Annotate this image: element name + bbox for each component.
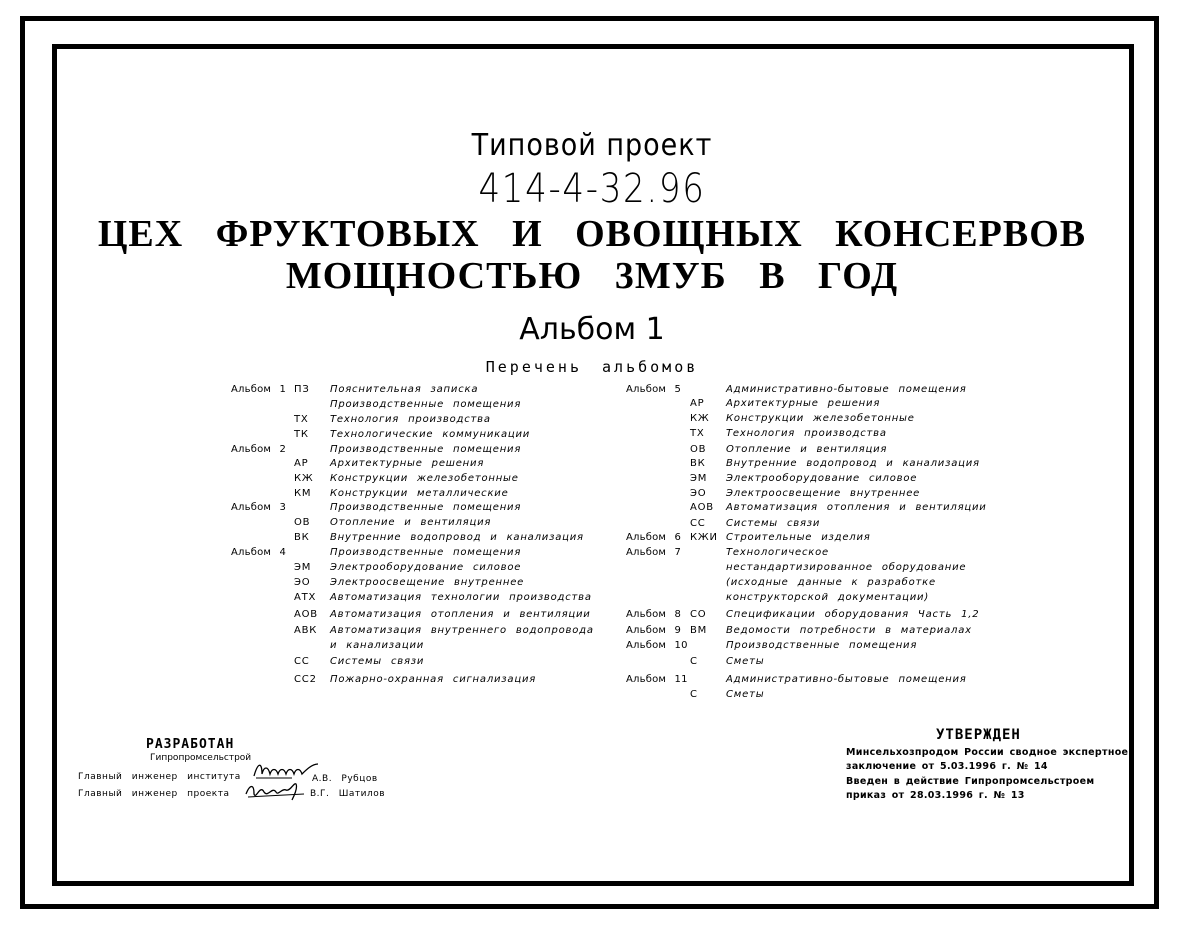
right-album-row-album: Альбом 11 <box>626 674 688 685</box>
left-album-row-album: Альбом 2 <box>231 444 287 455</box>
left-album-row-code: АВК <box>294 625 318 636</box>
left-album-row-code: СС2 <box>294 674 317 685</box>
right-album-row-text: Технология производства <box>726 428 887 439</box>
left-album-row-text: Технологические коммуникации <box>330 429 531 440</box>
left-album-row-code: КМ <box>294 488 312 499</box>
right-album-row-album: Альбом 6 <box>626 532 682 543</box>
right-album-row-code: С <box>690 689 698 700</box>
left-album-row-text: и канализации <box>330 640 425 651</box>
left-album-row-code: КЖ <box>294 473 314 484</box>
left-album-row-text: Внутренние водопровод и канализация <box>330 532 584 543</box>
right-album-row-code: КЖ <box>690 413 710 424</box>
right-album-row-text: Сметы <box>726 656 765 667</box>
album-title: Альбом 1 <box>519 312 665 347</box>
right-album-row-text: Отопление и вентиляция <box>726 444 888 455</box>
left-album-row-text: Системы связи <box>330 656 425 667</box>
right-album-row-code: С <box>690 656 698 667</box>
left-album-row-text: Электрооборудование силовое <box>330 562 522 573</box>
right-album-row-text: Конструкции железобетонные <box>726 413 915 424</box>
right-album-row-album: Альбом 7 <box>626 547 682 558</box>
left-album-row-code: ТХ <box>294 414 309 425</box>
right-album-row-text: Электроосвещение внутреннее <box>726 488 921 499</box>
left-album-row-code: ЭО <box>294 577 311 588</box>
approved-line-1: Минсельхозпродом России сводное экспертное <box>846 747 1129 758</box>
left-album-row-text: Пожарно-охранная сигнализация <box>330 674 537 685</box>
approved-line-4: приказ от 28.03.1996 г. № 13 <box>846 790 1025 801</box>
left-album-row-text: Электроосвещение внутреннее <box>330 577 525 588</box>
left-album-row-text: Конструкции железобетонные <box>330 473 519 484</box>
right-album-row-text: Административно-бытовые помещения <box>726 384 967 395</box>
left-album-row-album: Альбом 4 <box>231 547 287 558</box>
right-album-row-text: Ведомости потребности в материалах <box>726 625 972 636</box>
left-album-row-text: Производственные помещения <box>330 399 522 410</box>
left-album-row-code: ПЗ <box>294 384 310 395</box>
title-line-2: МОЩНОСТЬЮ 3МУБ В ГОД <box>285 255 899 297</box>
right-album-row-text: нестандартизированное оборудование <box>726 562 967 573</box>
right-album-row-code: ТХ <box>690 428 705 439</box>
right-album-row-album: Альбом 10 <box>626 640 688 651</box>
right-album-row-text: Спецификации оборудования Часть 1,2 <box>726 609 980 620</box>
right-album-row-code: АОВ <box>690 502 714 513</box>
right-album-row-text: Административно-бытовые помещения <box>726 674 967 685</box>
right-album-row-code: СО <box>690 609 707 620</box>
right-album-row-text: Технологическое <box>726 547 829 558</box>
left-album-row-album: Альбом 1 <box>231 384 287 395</box>
left-album-row-album: Альбом 3 <box>231 502 287 513</box>
left-album-row-text: Конструкции металлические <box>330 488 509 499</box>
right-album-row-text: Автоматизация отопления и вентиляции <box>726 502 987 513</box>
right-album-row-text: Электрооборудование силовое <box>726 473 918 484</box>
right-album-row-code: СС <box>690 518 706 529</box>
signature-2 <box>244 780 310 805</box>
right-album-row-code: ОВ <box>690 444 707 455</box>
left-album-row-code: ЭМ <box>294 562 312 573</box>
right-album-row-code: ВК <box>690 458 706 469</box>
developed-org: Гипропромсельстрой <box>150 753 252 763</box>
chief-engineer-project-name: В.Г. Шатилов <box>310 789 386 799</box>
project-label: Типовой проект <box>471 128 713 163</box>
left-album-row-text: Автоматизация внутреннего водопровода <box>330 625 594 636</box>
chief-engineer-institute-role: Главный инженер института <box>78 772 241 782</box>
left-album-row-text: Пояснительная записка <box>330 384 479 395</box>
right-album-row-code: АР <box>690 398 705 409</box>
right-album-row-text: Сметы <box>726 689 765 700</box>
left-album-row-code: АОВ <box>294 609 318 620</box>
right-album-row-code: ВМ <box>690 625 708 636</box>
right-album-row-code: ЭО <box>690 488 707 499</box>
left-album-row-text: Архитектурные решения <box>330 458 485 469</box>
left-album-row-code: ВК <box>294 532 310 543</box>
album-list-title: Перечень альбомов <box>485 358 699 376</box>
left-album-row-text: Технология производства <box>330 414 491 425</box>
left-album-row-code: ТК <box>294 429 309 440</box>
right-album-row-text: Системы связи <box>726 518 821 529</box>
left-album-row-text: Производственные помещения <box>330 444 522 455</box>
title-line-1: ЦЕХ ФРУКТОВЫХ И ОВОЩНЫХ КОНСЕРВОВ <box>97 213 1087 255</box>
right-album-row-album: Альбом 5 <box>626 384 682 395</box>
left-album-row-text: Автоматизация отопления и вентиляции <box>330 609 591 620</box>
left-album-row-code: ОВ <box>294 517 311 528</box>
right-album-row-text: Внутренние водопровод и канализация <box>726 458 980 469</box>
right-album-row-text: Архитектурные решения <box>726 398 881 409</box>
approved-title: УТВЕРЖДЕН <box>936 727 1021 743</box>
left-album-row-code: АТХ <box>294 592 317 603</box>
left-album-row-code: СС <box>294 656 310 667</box>
left-album-row-text: Автоматизация технологии производства <box>330 592 592 603</box>
right-album-row-text: (исходные данные к разработке <box>726 577 936 588</box>
right-album-row-code: КЖИ <box>690 532 718 543</box>
left-album-row-text: Производственные помещения <box>330 502 522 513</box>
right-album-row-code: ЭМ <box>690 473 708 484</box>
developed-title: РАЗРАБОТАН <box>146 737 235 752</box>
left-album-row-text: Отопление и вентиляция <box>330 517 492 528</box>
right-album-row-text: конструкторской документации) <box>726 592 930 603</box>
chief-engineer-institute-name: А.В. Рубцов <box>312 774 378 784</box>
right-album-row-text: Производственные помещения <box>726 640 918 651</box>
approved-line-3: Введен в действие Гипропромсельстроем <box>846 776 1095 787</box>
approved-line-2: заключение от 5.03.1996 г. № 14 <box>846 761 1048 772</box>
project-number: 414-4-32.96 <box>478 166 706 212</box>
right-album-row-album: Альбом 9 <box>626 625 682 636</box>
left-album-row-text: Производственные помещения <box>330 547 522 558</box>
left-album-row-code: АР <box>294 458 309 469</box>
right-album-row-text: Строительные изделия <box>726 532 871 543</box>
chief-engineer-project-role: Главный инженер проекта <box>78 789 230 799</box>
right-album-row-album: Альбом 8 <box>626 609 682 620</box>
